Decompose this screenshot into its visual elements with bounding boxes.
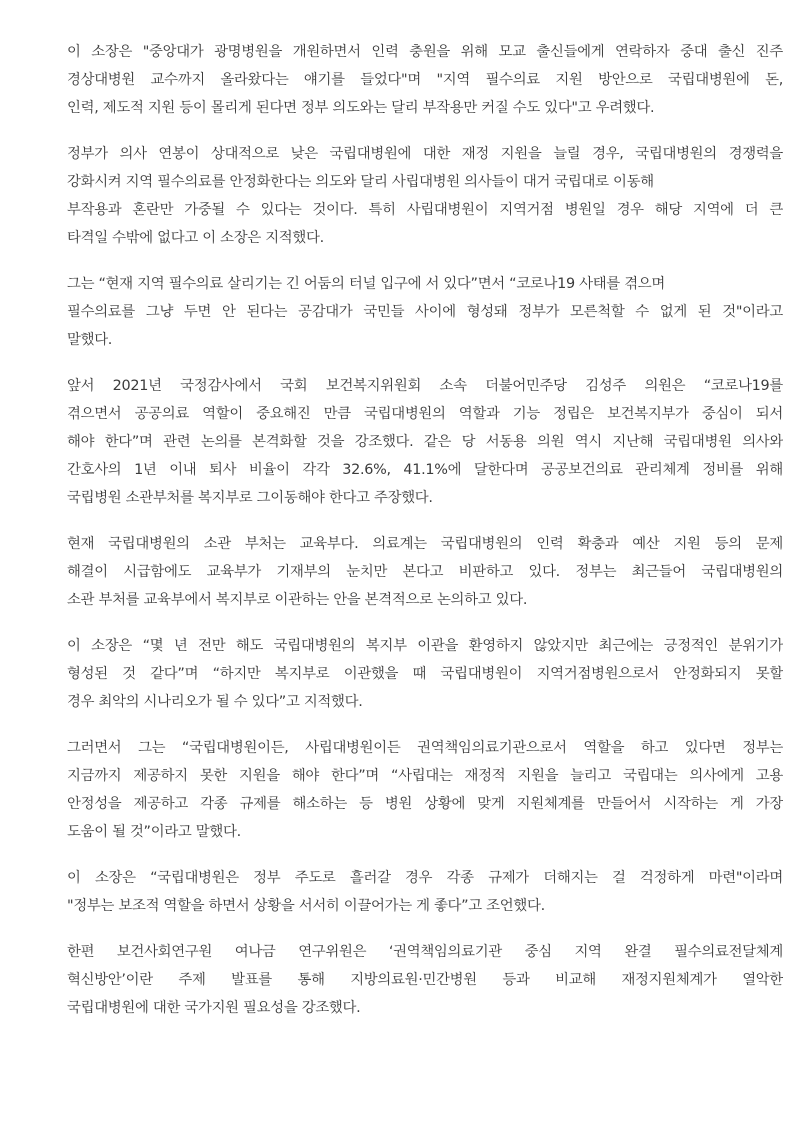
text-line: 소관 부처를 교육부에서 복지부로 이관하는 안을 본격적으로 논의하고 있다.	[67, 592, 528, 608]
paragraph	[67, 270, 783, 354]
text-line: 말했다.	[67, 332, 113, 348]
text-line: 경상대병원 교수까지 올라왔다는 얘기를 들었다"며 "지역 필수의료 지원 방안으로 국립대병원에 돈,	[67, 72, 783, 88]
text-line: 국립병원 소관부처를 복지부로 그이동해야 한다고 주장했다.	[67, 490, 433, 506]
paragraph	[67, 938, 783, 1022]
text-line: 그는 “현재 지역 필수의료 살리기는 긴 어둠의 터널 입구에 서 있다”면서 “코로나19 사태를 겪으며	[67, 276, 665, 292]
text-line: 인력, 제도적 지원 등이 몰리게 된다면 정부 의도와는 달리 부작용만 커질 수도 있다"고 우려했다.	[67, 100, 655, 116]
text-line: 정부가 의사 연봉이 상대적으로 낮은 국립대병원에 대한 재정 지원을 늘릴 경우, 국립대병원의 경쟁력을	[67, 146, 783, 162]
paragraph	[67, 734, 783, 846]
paragraph	[67, 38, 783, 122]
text-line: 강화시켜 지역 필수의료를 안정화한다는 의도와 달리 사립대병원 의사들이 대거 국립대로 이동해	[67, 174, 654, 190]
text-line: 부작용과 혼란만 가중될 수 있다는 것이다. 특히 사립대병원이 지역거점 병원일 경우 해당 지역에 더 큰	[67, 202, 783, 218]
text-line: 한편 보건사회연구원 여나금 연구위원은 ‘권역책임의료기관 중심 지역 완결 필수의료전달체계	[67, 944, 783, 960]
text-line: 안정성을 제공하고 각종 규제를 해소하는 등 병원 상황에 맞게 지원체계를 만들어서 시작하는 게 가장	[67, 796, 783, 812]
text-line: 필수의료를 그냥 두면 안 된다는 공감대가 국민들 사이에 형성돼 정부가 모른척할 수 없게 된 것"이라고	[67, 304, 783, 320]
text-line: 해결이 시급함에도 교육부가 기재부의 눈치만 본다고 비판하고 있다. 정부는 최근들어 국립대병원의	[67, 564, 783, 580]
paragraph	[67, 140, 783, 252]
text-line: 이 소장은 “몇 년 전만 해도 국립대병원의 복지부 이관을 환영하지 않았지만 최근에는 긍정적인 분위기가	[67, 638, 783, 654]
paragraph	[67, 632, 783, 716]
text-line: 그러면서 그는 “국립대병원이든, 사립대병원이든 권역책임의료기관으로서 역할을 하고 있다면 정부는	[67, 740, 783, 756]
paragraph	[67, 372, 783, 512]
text-line: 경우 최악의 시나리오가 될 수 있다”고 지적했다.	[67, 694, 363, 710]
text-line: 현재 국립대병원의 소관 부처는 교육부다. 의료계는 국립대병원의 인력 확충과 예산 지원 등의 문제	[67, 536, 783, 552]
text-line: 간호사의 1년 이내 퇴사 비율이 각각 32.6%, 41.1%에 달한다며 공공보건의료 관리체계 정비를 위해	[67, 462, 783, 478]
text-line: "정부는 보조적 역할을 하면서 상황을 서서히 이끌어가는 게 좋다”고 조언했다.	[67, 898, 545, 914]
text-line: 겪으면서 공공의료 역할이 중요해진 만큼 국립대병원의 역할과 기능 정립은 보건복지부가 중심이 되서	[67, 406, 783, 422]
text-line: 국립대병원에 대한 국가지원 필요성을 강조했다.	[67, 1000, 361, 1016]
text-line: 이 소장은 “국립대병원은 정부 주도로 흘러갈 경우 각종 규제가 더해지는 걸 걱정하게 마련"이라며	[67, 870, 783, 886]
paragraph	[67, 864, 783, 920]
text-line: 앞서 2021년 국정감사에서 국회 보건복지위원회 소속 더불어민주당 김성주 의원은 “코로나19를	[67, 378, 783, 394]
text-line: 해야 한다”며 관련 논의를 본격화할 것을 강조했다. 같은 당 서동용 의원 역시 지난해 국립대병원 의사와	[67, 434, 783, 450]
paragraph	[67, 530, 783, 614]
text-line: 이 소장은 "중앙대가 광명병원을 개원하면서 인력 충원을 위해 모교 출신들에게 연락하자 중대 출신 진주	[67, 44, 783, 60]
text-line: 지금까지 제공하지 못한 지원을 해야 한다”며 “사립대는 재정적 지원을 늘리고 국립대는 의사에게 고용	[67, 768, 783, 784]
text-line: 타격일 수밖에 없다고 이 소장은 지적했다.	[67, 230, 324, 246]
text-line: 혁신방안’이란 주제 발표를 통해 지방의료원·민간병원 등과 비교해 재정지원체계가 열악한	[67, 972, 783, 988]
article-body	[67, 38, 783, 1040]
text-line: 형성된 것 같다”며 “하지만 복지부로 이관했을 때 국립대병원이 지역거점병원으로서 안정화되지 못할	[67, 666, 783, 682]
text-line: 도움이 될 것”이라고 말했다.	[67, 824, 241, 840]
